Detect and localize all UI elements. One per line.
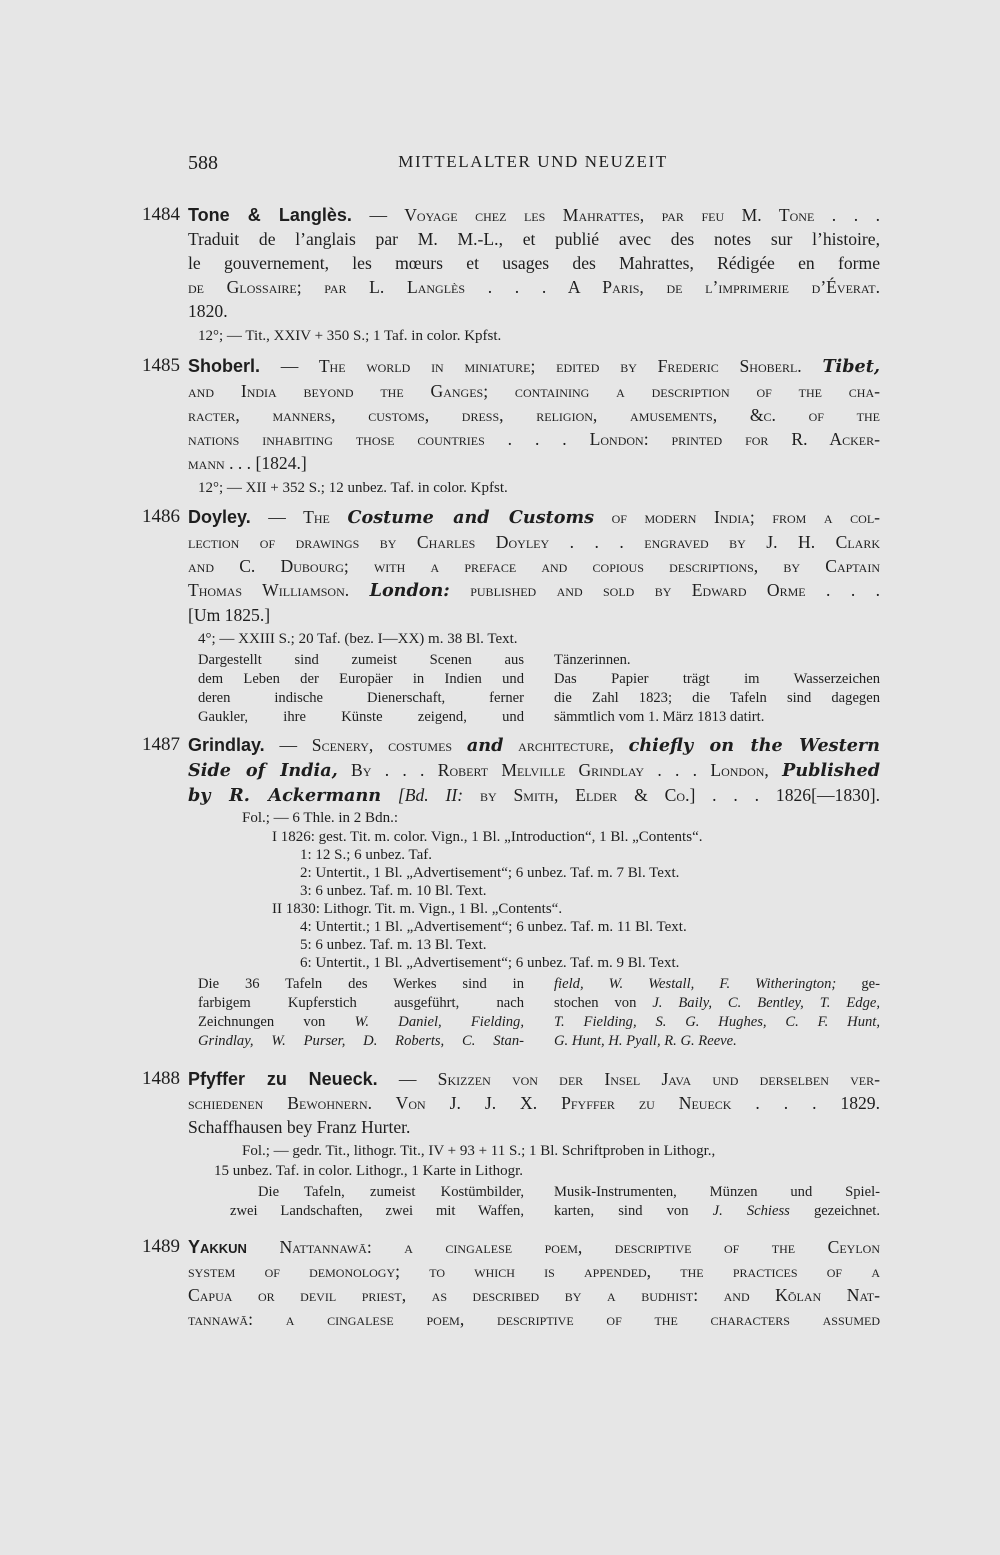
note-left-column: Dargestellt sind zumeist Scenen aus dem Leben der Europäer in Indien und deren indische Dienerschaft, ferner Gaukler, ihre Künste zeigend, und — [198, 652, 524, 725]
entry-line: Pfyffer zu Neueck. — Skizzen von der Insel Java und derselben ver- — [188, 1069, 880, 1089]
entry-line: mann . . . [1824.] — [188, 453, 307, 473]
running-head: MITTELALTER UND NEUZEIT — [398, 152, 668, 171]
note-right-column: Musik-Instrumenten, Münzen und Spiel- karten, sind von J. Schiess gezeichnet. — [554, 1184, 880, 1219]
entry-line: Grindlay. — Scenery, costumes and architecture, chiefly on the Western — [188, 735, 880, 756]
entry-note — [198, 651, 880, 727]
entry-number: 1487 — [142, 734, 180, 755]
entry-author: Grindlay. — [188, 735, 265, 755]
entry-line: Thomas Williamson. London: published and sold by Edward Orme . . . — [188, 580, 881, 601]
entry-line: Yakkun Nattannawā: a cingalese poem, descriptive of the Ceylon — [188, 1237, 880, 1257]
collation: Fol.; — 6 Thle. in 2 Bdn.: — [242, 810, 398, 826]
collation: 15 unbez. Taf. in color. Lithogr., 1 Karte in Lithogr. — [214, 1163, 524, 1179]
catalog-entry-1485 — [142, 354, 880, 498]
volume-line: I 1826: gest. Tit. m. color. Vign., 1 Bl. „Introduction“, 1 Bl. „Contents“. — [272, 829, 703, 845]
entry-line: Side of India, By . . . Robert Melville Grindlay . . . London, Published — [188, 760, 880, 781]
entry-line: system of demonology; to which is appended, the practices of a — [188, 1261, 880, 1281]
note-left-column: Die 36 Tafeln des Werkes sind in farbigem Kupferstich ausgeführt, nach Zeichnungen von W. Daniel, Fielding, Grindlay, W. Purser, D. Roberts, C. Stan- — [198, 976, 524, 1049]
entry-line: 1820. — [188, 301, 228, 321]
collation: Fol.; — gedr. Tit., lithogr. Tit., IV + 93 + 11 S.; 1 Bl. Schriftproben in Lithogr., — [242, 1143, 716, 1159]
entry-line: lection of drawings by Charles Doyley . . . engraved by J. H. Clark — [188, 532, 880, 552]
entry-number: 1484 — [142, 204, 180, 225]
entry-line: Schaffhausen bey Franz Hurter. — [188, 1117, 411, 1137]
volume-line: 2: Untertit., 1 Bl. „Advertisement“; 6 unbez. Taf. m. 7 Bl. Text. — [300, 865, 680, 881]
entry-line: Shoberl. — The world in miniature; edited by Frederic Shoberl. Tibet, — [188, 356, 880, 377]
entry-line: and C. Dubourg; with a preface and copious descriptions, by Captain — [188, 556, 880, 576]
catalog-entry-1489 — [142, 1235, 880, 1331]
entry-line: by R. Ackermann [Bd. II: by Smith, Elder & Co.] . . . 1826[—1830]. — [188, 785, 881, 806]
entry-note — [198, 1183, 880, 1221]
entry-number: 1486 — [142, 506, 180, 527]
entry-line: tannawā: a cingalese poem, descriptive of the characters assumed — [188, 1309, 880, 1329]
entry-line: nations inhabiting those countries . . . London: printed for R. Acker- — [188, 429, 880, 449]
entry-line: de Glossaire; par L. Langlès . . . A Paris, de l’imprimerie d’Éverat. — [188, 277, 880, 297]
page-number: 588 — [188, 152, 218, 174]
entry-line: Doyley. — The Costume and Customs of modern India; from a col- — [188, 507, 881, 528]
entry-note — [198, 975, 880, 1051]
catalog-entry-1486 — [142, 505, 880, 727]
entry-number: 1485 — [142, 355, 180, 376]
page-header — [188, 152, 878, 182]
note-right-column: Tänzerinnen. Das Papier trägt im Wasserzeichen die Zahl 1823; die Tafeln sind dagegen sämmtlich vom 1. März 1813 datirt. — [554, 652, 880, 725]
volume-line: 1: 12 S.; 6 unbez. Taf. — [300, 847, 432, 863]
note-left-column: Die Tafeln, zumeist Kostümbilder, zwei Landschaften, zwei mit Waffen, — [230, 1184, 524, 1219]
entry-line: racter, manners, customs, dress, religion, amusements, &c. of the — [188, 405, 880, 425]
entry-number: 1488 — [142, 1068, 180, 1089]
entry-line: le gouvernement, les mœurs et usages des Mahrattes, Rédigée en forme — [188, 253, 880, 273]
entry-line: Capua or devil priest, as described by a budhist: and Kōlan Nat- — [188, 1285, 880, 1305]
entry-author: Yakkun — [188, 1237, 247, 1257]
volume-line: 6: Untertit., 1 Bl. „Advertisement“; 6 unbez. Taf. m. 9 Bl. Text. — [300, 955, 680, 971]
collation: 4°; — XXIII S.; 20 Taf. (bez. I—XX) m. 38 Bl. Text. — [198, 631, 518, 647]
collation: 12°; — Tit., XXIV + 350 S.; 1 Taf. in color. Kpfst. — [198, 328, 502, 344]
entry-line: Tone & Langlès. — Voyage chez les Mahrattes, par feu M. Tone . . . — [188, 205, 881, 225]
entry-author: Pfyffer zu Neueck. — [188, 1069, 378, 1089]
volume-line: 4: Untertit.; 1 Bl. „Advertisement“; 6 unbez. Taf. m. 11 Bl. Text. — [300, 919, 687, 935]
entry-author: Shoberl. — [188, 356, 261, 376]
volume-line: 5: 6 unbez. Taf. m. 13 Bl. Text. — [300, 937, 487, 953]
volume-line: II 1830: Lithogr. Tit. m. Vign., 1 Bl. „Contents“. — [272, 901, 563, 917]
collation: 12°; — XII + 352 S.; 12 unbez. Taf. in color. Kpfst. — [198, 480, 508, 496]
entry-line: schiedenen Bewohnern. Von J. J. X. Pfyffer zu Neueck . . . 1829. — [188, 1093, 880, 1113]
catalog-entry-1484 — [142, 203, 880, 346]
entry-author: Doyley. — [188, 507, 251, 527]
catalog-entry-1487 — [142, 733, 880, 1051]
entry-number: 1489 — [142, 1236, 180, 1257]
catalog-entry-1488 — [142, 1067, 880, 1221]
entry-author: Tone & Langlès. — [188, 205, 352, 225]
entry-line: Traduit de l’anglais par M. M.-L., et publié avec des notes sur l’histoire, — [188, 229, 880, 249]
note-right-column: field, W. Westall, F. Witherington; ge- stochen von J. Baily, C. Bentley, T. Edge, T. Fielding, S. G. Hughes, C. F. Hunt, G. Hunt, H. Pyall, R. G. Reeve. — [554, 976, 880, 1049]
volume-line: 3: 6 unbez. Taf. m. 10 Bl. Text. — [300, 883, 487, 899]
entry-line: [Um 1825.] — [188, 605, 271, 625]
entry-line: and India beyond the Ganges; containing a description of the cha- — [188, 381, 880, 401]
